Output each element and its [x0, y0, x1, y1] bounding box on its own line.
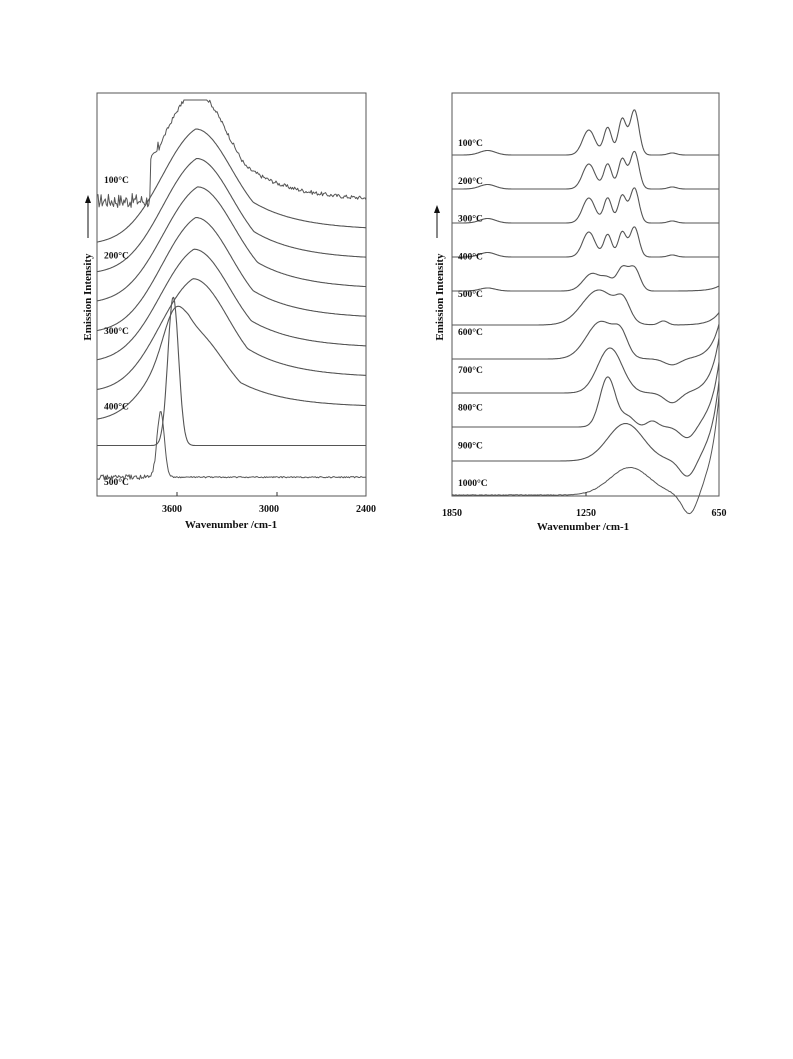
tick-label: 650 [711, 508, 727, 519]
x-axis-label: Wavenumber /cm-1 [184, 519, 278, 531]
series-label: 200°C [104, 251, 129, 262]
series-line [97, 279, 366, 390]
series-label: 300°C [104, 327, 129, 337]
series-line [452, 338, 719, 403]
panel-oh-region [82, 93, 376, 531]
panel-left-frame [97, 93, 366, 496]
up-arrow-icon [434, 205, 440, 238]
series-label: 800°C [458, 403, 483, 414]
series-label: 100°C [458, 139, 483, 149]
panel-left-x-ticks [162, 492, 376, 515]
series-label: 300°C [458, 214, 483, 225]
series-line [97, 129, 366, 242]
series-label: 200°C [458, 176, 483, 187]
panel-right-frame [452, 93, 719, 496]
panel-left-series-labels [104, 175, 129, 488]
panel-fingerprint-region [434, 93, 727, 533]
y-axis-label: Emission Intensity [82, 253, 94, 341]
series-line [452, 381, 719, 476]
panel-left-traces [97, 100, 366, 480]
series-label: 1000°C [458, 479, 488, 490]
series-label: 100°C [104, 176, 129, 186]
series-line [452, 266, 719, 291]
series-line [97, 218, 366, 331]
panel-right-series-labels [458, 138, 488, 489]
panel-right-traces [452, 110, 719, 514]
tick-label: 3000 [259, 504, 279, 515]
tick-label: 1250 [576, 508, 596, 519]
series-line [452, 227, 719, 257]
series-line [97, 100, 366, 208]
series-label: 700°C [458, 365, 483, 376]
series-label: 400°C [458, 252, 483, 263]
x-axis-label: Wavenumber /cm-1 [536, 521, 630, 533]
series-line [97, 159, 366, 272]
y-axis-label: Emission Intensity [434, 253, 446, 341]
series-label: 900°C [458, 441, 483, 452]
series-label: 500°C [104, 478, 129, 488]
series-label: 600°C [458, 328, 483, 338]
tick-label: 2400 [356, 504, 376, 515]
tick-label: 1850 [442, 508, 462, 519]
series-line [452, 290, 719, 325]
series-line [452, 151, 719, 189]
series-line [452, 188, 719, 223]
series-line [452, 110, 719, 155]
up-arrow-icon [85, 195, 91, 238]
series-label: 400°C [104, 402, 129, 413]
tick-label: 3600 [162, 504, 182, 515]
series-line [452, 321, 719, 365]
series-label: 500°C [458, 290, 483, 301]
